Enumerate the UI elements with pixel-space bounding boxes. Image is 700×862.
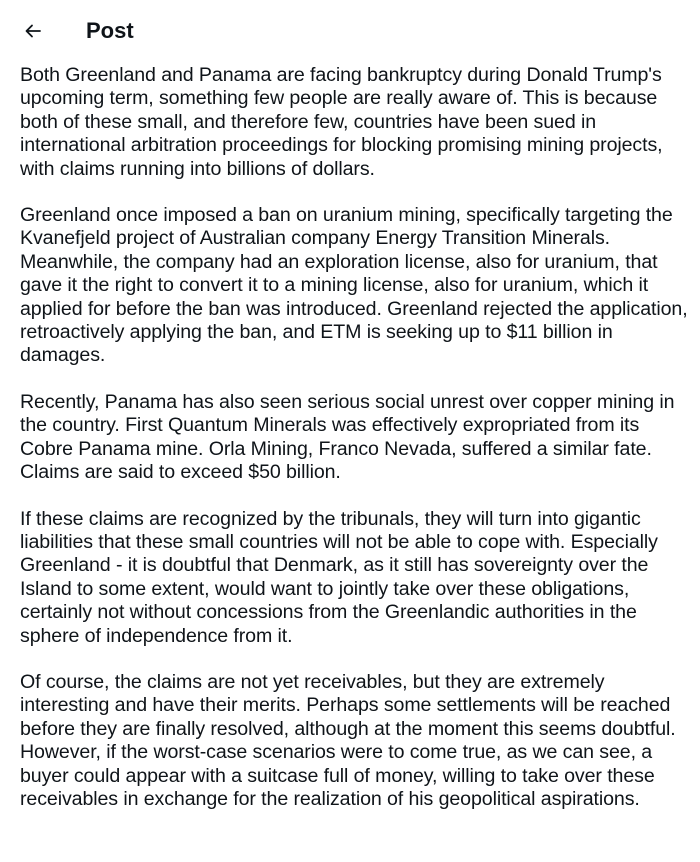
back-button[interactable] <box>20 18 46 44</box>
post-paragraph-3: Recently, Panama has also seen serious social unrest over copper mining in the country. First Quantum Minerals was effectively expropriated from its Cobre Panama mine. Orla Mining, Franco Nevada, suffered a similar fate. Claims are said to exceed $50 billion. <box>20 390 675 484</box>
post-paragraph-2: Greenland once imposed a ban on uranium mining, specifically targeting the Kvanefjeld project of Australian company Energy Transition Minerals. Meanwhile, the company had an exploration license, also for uranium, that gave it the right to convert it to a mining license, also for uranium, which it applied for before the ban was introduced. Greenland rejected the application, retroactively applying the ban, and ETM is seeking up to $11 billion in damages. <box>20 204 688 367</box>
post-paragraph-4: If these claims are recognized by the tribunals, they will turn into gigantic liabilities that these small countries will not be able to cope with. Especially Greenland - it is doubtful that Denmark, as it still has sovereignty over the Island to some extent, would want to jointly take over these obligations, certainly not without concessions from the Greenlandic authorities in the sphere of independence from it. <box>20 507 658 647</box>
arrow-left-icon <box>23 21 43 41</box>
post-paragraph-1: Both Greenland and Panama are facing bankruptcy during Donald Trump's upcoming term, something few people are really aware of. This is because both of these small, and therefore few, countries have been sued in international arbitration proceedings for blocking promising mining projects, with claims running into billions of dollars. <box>20 64 663 180</box>
post-paragraph-5: Of course, the claims are not yet receivables, but they are extremely interesting and have their merits. Perhaps some settlements will be reached before they are finally resolved, although at the moment this seems doubtful. However, if the worst-case scenarios were to come true, as we can see, a buyer could appear with a suitcase full of money, willing to take over these receivables in exchange for the realization of his geopolitical aspirations. <box>20 670 676 810</box>
page-title: Post <box>86 18 134 43</box>
post-text <box>20 64 690 834</box>
post-header <box>0 0 700 62</box>
